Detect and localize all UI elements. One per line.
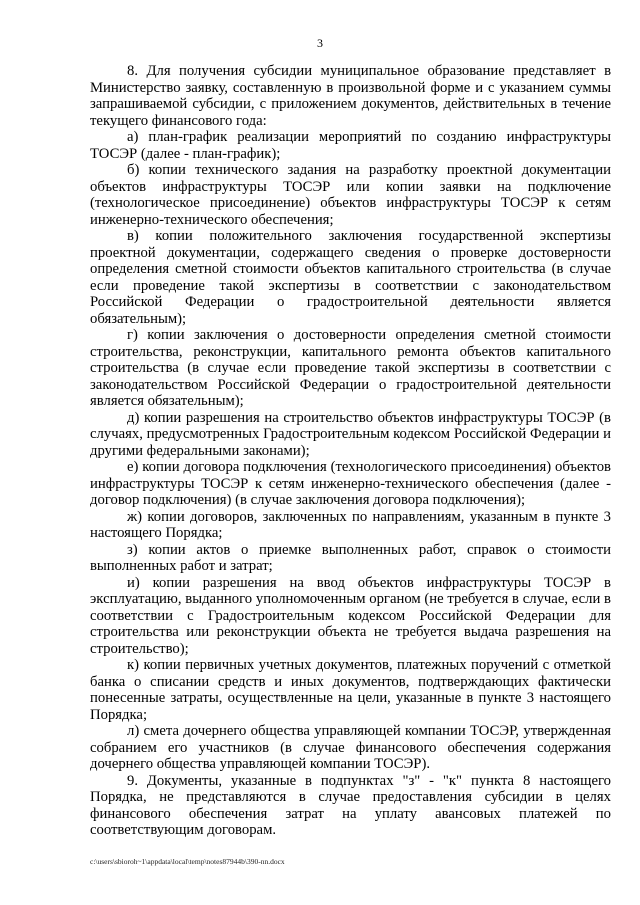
item-e: е) копии договора подключения (технологического присоединения) объектов инфраструктуры ТОСЭР к сетям инженерно-технического обеспечения (далее - договор подключения) (в случае заключения договора подключения); (90, 459, 611, 508)
item-zh: ж) копии договоров, заключенных по направлениям, указанным в пункте 3 настоящего Порядка; (90, 508, 611, 541)
file-path-footer: c:\users\sbioroh~1\appdata\local\temp\notes87944b\390-nn.docx (90, 857, 285, 866)
document-body (90, 63, 611, 839)
item-v: в) копии положительного заключения государственной экспертизы проектной документации, содержащего сведения о проверке достоверности определения сметной стоимости объектов капитального строительства (в случае если проведение такой экспертизы в соответствии с законодательством Российской Федерации о градостроительной деятельности является обязательным); (90, 228, 611, 327)
item-l: л) смета дочернего общества управляющей компании ТОСЭР, утвержденная собранием его участников (в случае финансового обеспечения содержания дочернего общества управляющей компании ТОСЭР). (90, 723, 611, 772)
item-b: б) копии технического задания на разработку проектной документации объектов инфраструктуры ТОСЭР или копии заявки на подключение (технологическое присоединение) объектов инфраструктуры ТОСЭР к сетям инженерно-технического обеспечения; (90, 162, 611, 228)
paragraph-9: 9. Документы, указанные в подпунктах "з" - "к" пункта 8 настоящего Порядка, не представляются в случае предоставления субсидии в целях финансового обеспечения затрат на уплату авансовых платежей по соответствующим договорам. (90, 772, 611, 838)
item-z: з) копии актов о приемке выполненных работ, справок о стоимости выполненных работ и затрат; (90, 541, 611, 574)
item-g: г) копии заключения о достоверности определения сметной стоимости строительства, реконструкции, капитального ремонта объектов капитального строительства (в случае если проведение такой экспертизы в соответствии с законодательством Российской Федерации о градостроительной деятельности является обязательным); (90, 327, 611, 409)
item-k: к) копии первичных учетных документов, платежных поручений с отметкой банка о списании средств и иных документов, подтверждающих фактически понесенные затраты, осуществленные на цели, указанные в пункте 3 настоящего Порядка; (90, 657, 611, 723)
item-a: а) план-график реализации мероприятий по созданию инфраструктуры ТОСЭР (далее - план-график); (90, 129, 611, 162)
paragraph-8: 8. Для получения субсидии муниципальное образование представляет в Министерство заявку, составленную в произвольной форме и с указанием суммы запрашиваемой субсидии, с приложением документов, действительных в течение текущего финансового года: (90, 63, 611, 129)
item-i: и) копии разрешения на ввод объектов инфраструктуры ТОСЭР в эксплуатацию, выданного уполномоченным органом (не требуется в случае, если в соответствии с Градостроительным кодексом Российской Федерации для строительства или реконструкции объекта не требуется выдача разрешения на строительство); (90, 574, 611, 657)
item-d: д) копии разрешения на строительство объектов инфраструктуры ТОСЭР (в случаях, предусмотренных Градостроительным кодексом Российской Федерации и другими федеральными законами); (90, 409, 611, 459)
page-number: 3 (317, 36, 323, 50)
